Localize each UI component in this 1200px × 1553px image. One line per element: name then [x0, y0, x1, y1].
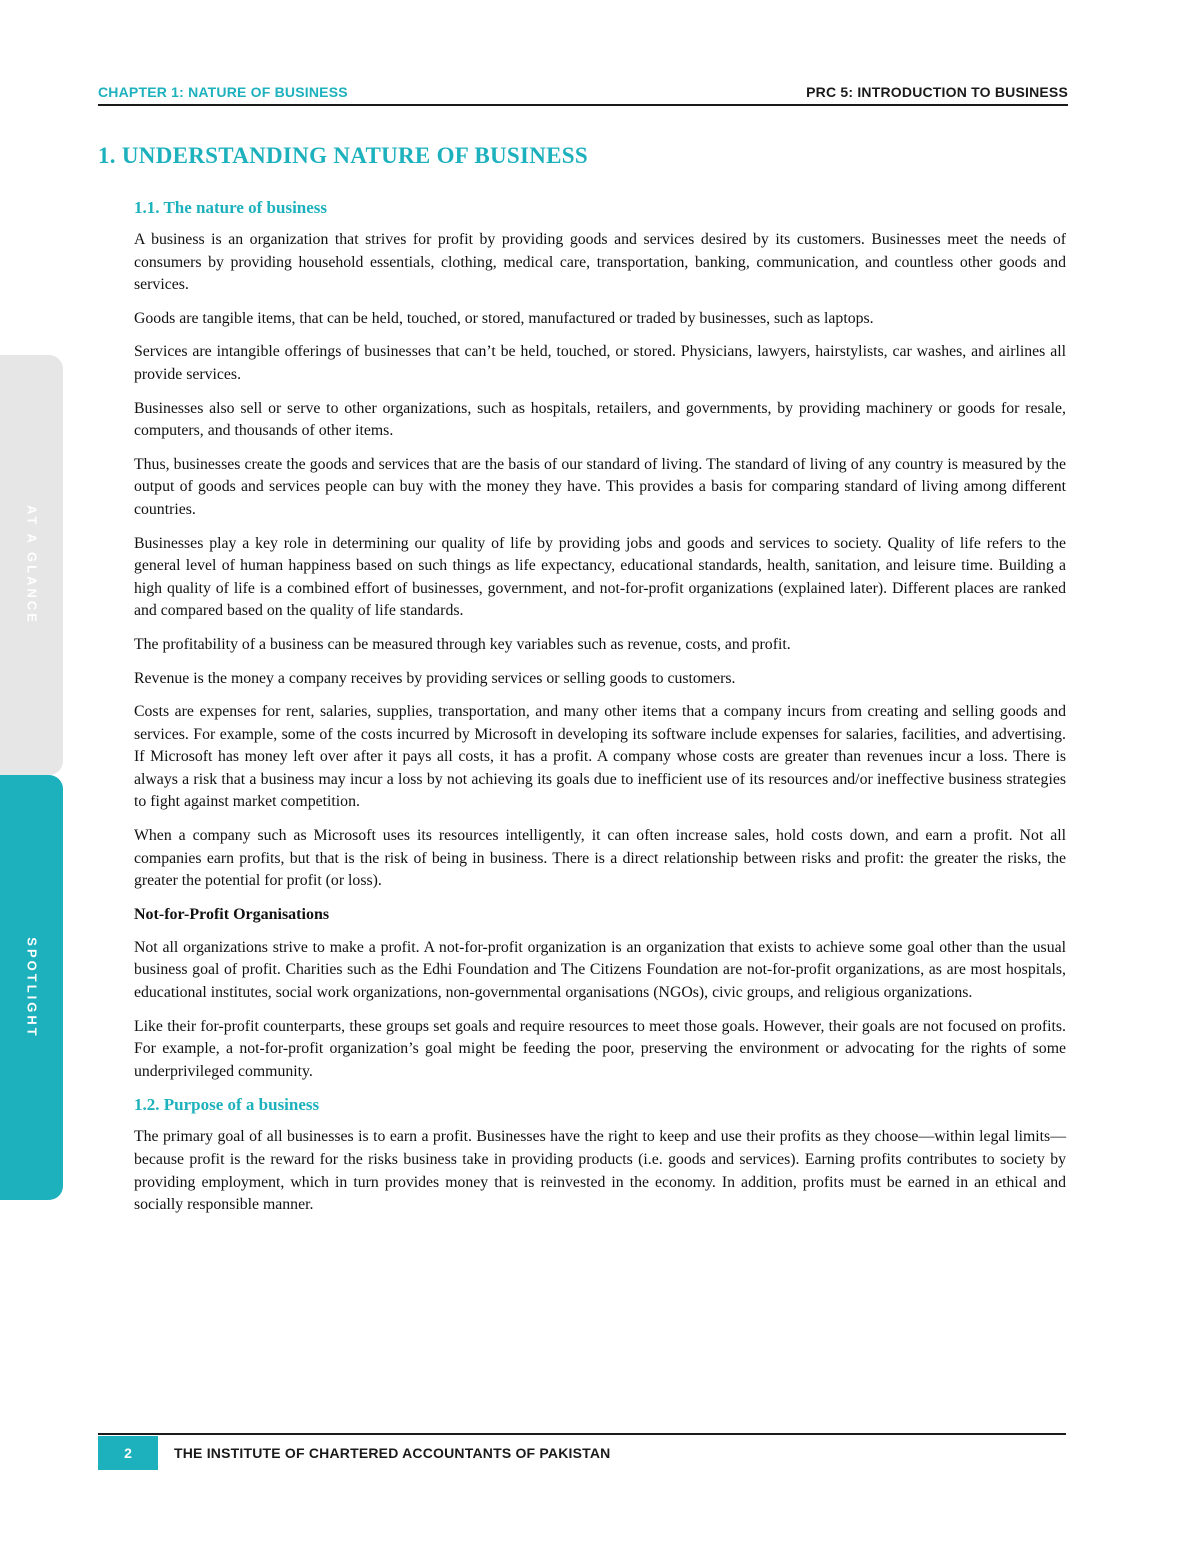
- paragraph: Businesses also sell or serve to other organizations, such as hospitals, retailers, and governments, by providing machinery or goods for resale, computers, and thousands of other items.: [134, 399, 1066, 440]
- paragraph: A business is an organization that strives for profit by providing goods and services desired by its customers. Businesses meet the needs of consumers by providing household essentials, clothing, medical care, transportation, banking, communication, and countless other goods and services.: [134, 231, 1066, 294]
- page-header: [98, 84, 1068, 106]
- paragraph: Costs are expenses for rent, salaries, supplies, transportation, and many other items that a company incurs from creating and selling goods and services. For example, some of the costs incurred by Microsoft in developing its software include expenses for salaries, facilities, and advertising. If Microsoft has money left over after it pays all costs, it has a profit. A company whose costs are greater than revenues incur a loss. There is always a risk that a business may incur a loss by not achieving its goals due to inefficient use of its resources and/or ineffective business strategies to fight against market competition.: [134, 703, 1066, 811]
- paragraph: Revenue is the money a company receives by providing services or selling goods to customers.: [134, 669, 736, 687]
- paragraph: Like their for-profit counterparts, these groups set goals and require resources to meet those goals. However, their goals are not focused on profits. For example, a not-for-profit organization’s goal might be feeding the poor, preserving the environment or advocating for the rights of some underprivileged community.: [134, 1017, 1066, 1080]
- paragraph: Not all organizations strive to make a profit. A not-for-profit organization is an organization that exists to achieve some goal other than the usual business goal of profit. Charities such as the Edhi Foundation and The Citizens Foundation are not-for-profit organizations, as are most hospitals, educational institutes, social work organizations, non-governmental organisations (NGOs), civic groups, and religious organizations.: [134, 938, 1066, 1002]
- chapter-title: CHAPTER 1: NATURE OF BUSINESS: [98, 84, 348, 100]
- paragraph: Thus, businesses create the goods and services that are the basis of our standard of living. The standard of living of any country is measured by the output of goods and services people can buy with the money they have. This provides a basis for comparing standard of living among different countries.: [134, 455, 1066, 518]
- paragraph: Goods are tangible items, that can be held, touched, or stored, manufactured or traded by businesses, such as laptops.: [134, 309, 874, 327]
- paragraph: Businesses play a key role in determining our quality of life by providing jobs and goods and services to society. Quality of life refers to the general level of human happiness based on such things as life expectancy, educational standards, health, sanitation, and leisure time. Building a high quality of life is a combined effort of businesses, government, and not-for-profit organizations (explained later). Different places are ranked and compared based on the quality of life standards.: [134, 534, 1066, 620]
- paragraph: When a company such as Microsoft uses its resources intelligently, it can often increase sales, hold costs down, and earn a profit. Not all companies earn profits, but that is the risk of being in business. There is a direct relationship between risks and profit: the greater the risks, the greater the potential for profit (or loss).: [134, 827, 1066, 890]
- nfp-heading: Not-for-Profit Organisations: [134, 905, 330, 923]
- subsection-title-nature: 1.1. The nature of business: [134, 198, 328, 217]
- main-content: [134, 197, 1066, 1228]
- subsection-title-purpose: 1.2. Purpose of a business: [134, 1095, 320, 1115]
- side-tab-spotlight-label: SPOTLIGHT: [24, 936, 39, 1039]
- side-tab-at-a-glance[interactable]: [0, 355, 63, 775]
- paragraph: The primary goal of all businesses is to earn a profit. Businesses have the right to keep and use their profits as they choose—within legal limits—because profit is the reward for the risks business take in providing products (i.e. goods and services). Earning profits contributes to society by providing employment, which in turn provides money that is reinvested in the economy. In addition, profits must be earned in an ethical and socially responsible manner.: [134, 1128, 1066, 1214]
- section-title: 1. UNDERSTANDING NATURE OF BUSINESS: [98, 143, 588, 168]
- paragraph: Services are intangible offerings of businesses that can’t be held, touched, or stored. Physicians, lawyers, hairstylists, car washes, and airlines all provide services.: [134, 343, 1066, 383]
- side-tab-spotlight[interactable]: [0, 775, 63, 1200]
- paragraph: The profitability of a business can be measured through key variables such as revenue, costs, and profit.: [134, 635, 791, 653]
- institute-name: THE INSTITUTE OF CHARTERED ACCOUNTANTS OF PAKISTAN: [174, 1445, 611, 1461]
- footer-divider: [98, 1433, 1066, 1435]
- page-number: 2: [98, 1436, 158, 1470]
- side-tab-at-a-glance-label: AT A GLANCE: [24, 505, 39, 625]
- course-title: PRC 5: INTRODUCTION TO BUSINESS: [806, 84, 1068, 100]
